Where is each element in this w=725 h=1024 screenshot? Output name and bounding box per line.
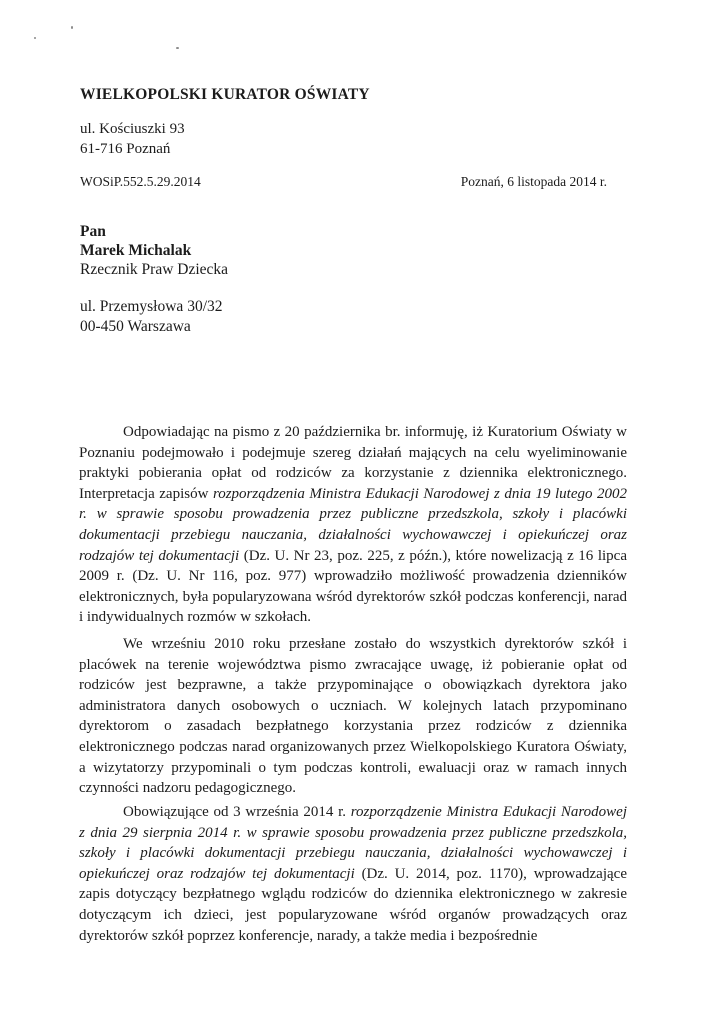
recipient-name: Marek Michalak <box>80 242 192 259</box>
p1-segment-italic: rozporządzenia Ministra Edukacji Narodowej z dnia 19 lutego 2002 r. w sprawie sposobu prowadzenia przez publiczne przedszkola, szkoły i placówki dokumentacji przebiegu nauczania, działalności wychowawczej i opiekuńczej oraz rodzajów tej dokumentacji <box>79 485 627 564</box>
p3-segment-italic: rozporządzenie Ministra Edukacji Narodowej z dnia 29 sierpnia 2014 r. w sprawie sposobu prowadzenia przez publiczne przedszkola, szkoły i placówki dokumentacji przebiegu nauczania, działalności wychowawczej i opiekuńczej oraz rodzajów tej dokumentacji <box>79 804 628 882</box>
letter-date: Poznań, 6 listopada 2014 r. <box>460 174 607 189</box>
recipient-street: ul. Przemysłowa 30/32 <box>80 298 223 315</box>
recipient-city: 00-450 Warszawa <box>80 318 191 335</box>
sender-city: 61-716 Poznań <box>80 141 171 157</box>
p1-segment: (Dz. U. Nr 23, poz. 225, z późn.), które nowelizacją z 16 lipca 2009 r. (Dz. U. Nr 116, poz. 977) wprowadziło możliwość prowadzenia dzienników elektronicznych, była popularyzowana wśród dyrektorów szkół podczas konferencji, narad i indywidualnych rozmów w szkołach. <box>79 547 627 626</box>
p1-segment: Odpowiadając na pismo z 20 października br. informuję, iż Kuratorium Oświaty w Poznaniu podejmowało i podejmuje szereg działań mających na celu wyeliminowanie praktyki pobierania opłat od rodziców za korzystanie z dziennika elektronicznego. Interpretacja zapisów <box>79 424 627 502</box>
body-paragraph-3 <box>79 802 627 946</box>
p3-segment: Obowiązujące od 3 września 2014 r. <box>123 804 351 820</box>
p3-segment: (Dz. U. 2014, poz. 1170), wprowadzające zapis dotyczący bezpłatnego wglądu rodziców do dziennika elektronicznego w zakresie dotyczącym ich dzieci, jest popularyzowane wśród organów prowadzących oraz dyrektorów szkół poprzez konferencje, narady, a także media i bezpośrednie <box>79 865 627 944</box>
recipient-title: Rzecznik Praw Dziecka <box>80 261 229 278</box>
recipient-salutation: Pan <box>80 223 106 240</box>
p2-text: We wrześniu 2010 roku przesłane zostało do wszystkich dyrektorów szkół i placówek na terenie województwa pismo zwracające uwagę, iż pobieranie opłat od rodziców jest bezprawne, a także przypominające o obowiązkach dyrektora jako administratora danych osobowych o uczniach. W kolejnych latach przypominano dyrektorom o zasadach bezpłatnego korzystania przez rodziców z dziennika elektronicznego podczas narad organizowanych przez Wielkopolskiego Kuratora Oświaty, a wizytatorzy przypominali o tym podczas kontroli, ewaluacji oraz w ramach innych czynności nadzoru pedagogicznego. <box>79 636 627 797</box>
body-paragraph-1 <box>79 422 627 628</box>
scan-speck <box>71 26 73 29</box>
reference-number: WOSiP.552.5.29.2014 <box>80 174 201 189</box>
scan-speck <box>34 37 36 39</box>
body-paragraph-2 <box>79 634 627 799</box>
sender-office: WIELKOPOLSKI KURATOR OŚWIATY <box>80 86 370 103</box>
sender-street: ul. Kościuszki 93 <box>80 121 185 137</box>
scan-speck <box>176 47 179 49</box>
